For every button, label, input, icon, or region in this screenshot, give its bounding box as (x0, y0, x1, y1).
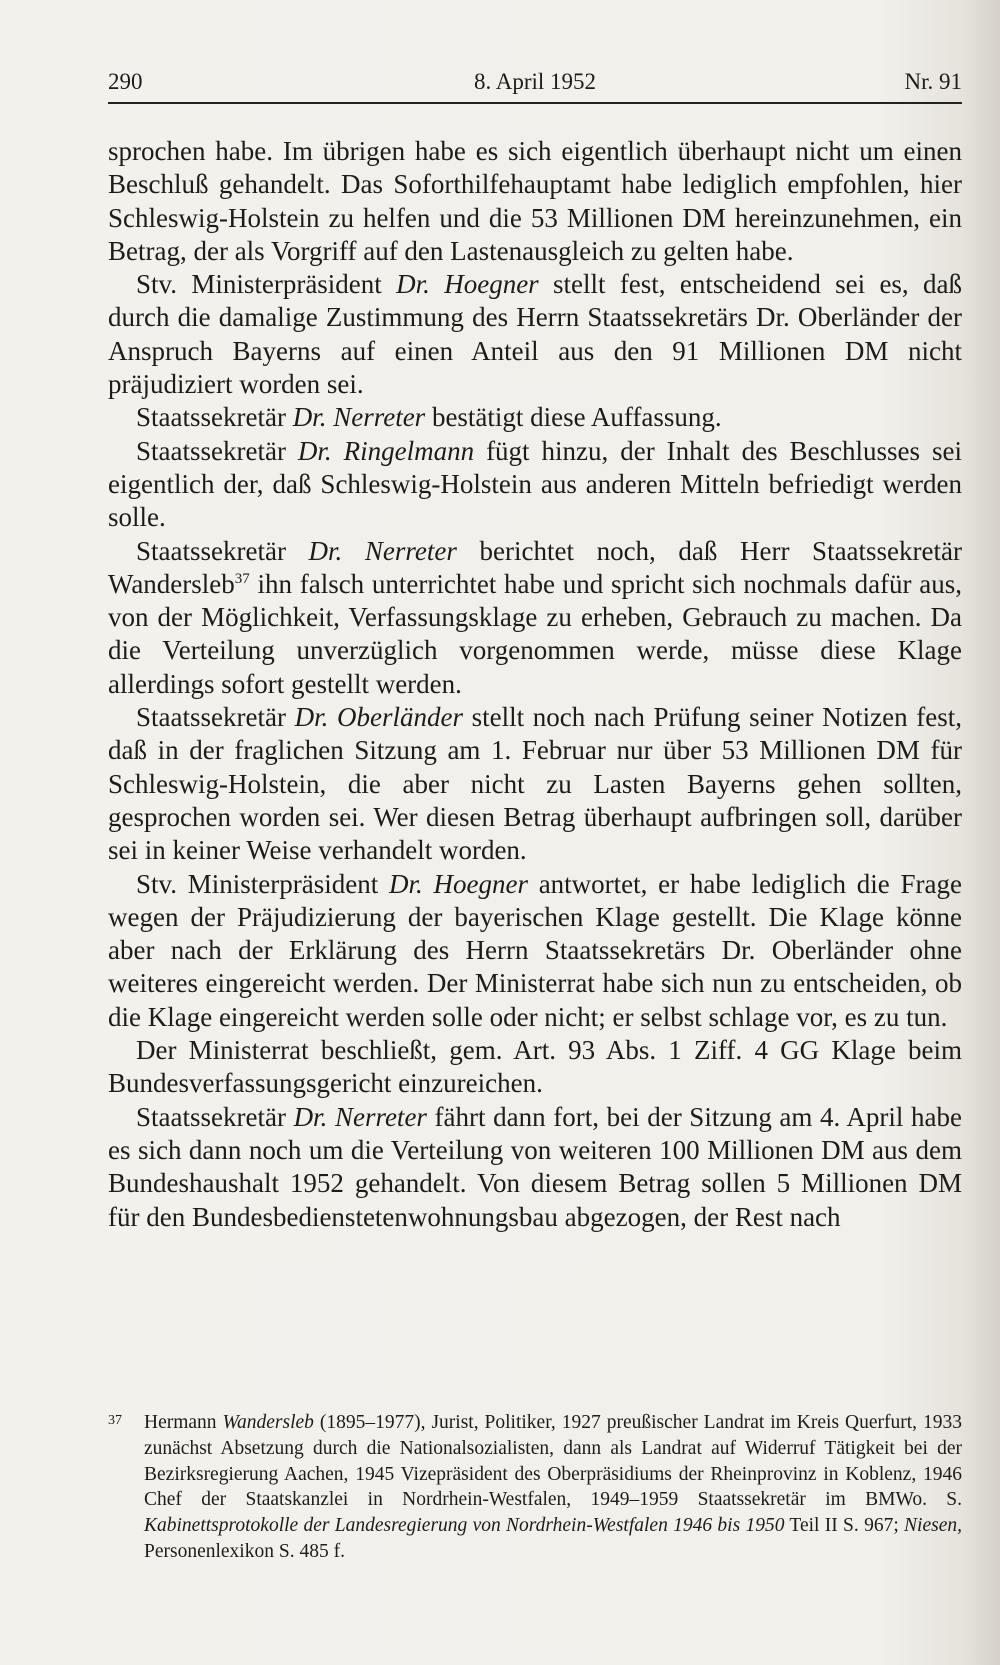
paragraph (108, 268, 962, 401)
paragraph-text: Staatssekretär (136, 535, 309, 566)
paragraph-text: Stv. Ministerpräsident (136, 269, 397, 300)
paragraph (108, 701, 962, 867)
paragraph-text: fügt hinzu, der Inhalt des Beschlusses sei eigentlich der, daß Schleswig-Holstein aus anderen Mitteln befriedigt werden solle. (108, 435, 962, 533)
paragraph-text: Staatssekretär (136, 435, 298, 466)
paragraph (108, 135, 962, 268)
paragraph-text: Der Ministerrat beschließt, gem. Art. 93 Abs. 1 Ziff. 4 GG Klage beim Bundesverfassungsgericht einzureichen. (108, 1035, 962, 1099)
main-text (108, 135, 962, 1234)
footnote (108, 1410, 962, 1565)
speaker-name: Dr. Ringelmann (297, 435, 475, 466)
footnote-mark: 37 (108, 1413, 122, 1428)
speaker-name: Dr. Oberländer (294, 702, 463, 733)
footnote-text-part: (1895–1977), Jurist, Politiker, 1927 preußischer Landrat im Kreis Querfurt, 1933 zunächst Absetzung durch die Nationalsozialisten, dann als Landrat auf Widerruf Tätigkeit bei der Bezirksregierung Aachen, 1945 Vizepräsident des Oberpräsidiums der Rheinprovinz in Koblenz, 1946 Chef der Staatskanzlei in Nordrhein-Westfalen, 1949–1959 Staatssekretär im BMWo. S. (144, 1412, 962, 1511)
paragraph-text: fährt dann fort, bei der Sitzung am 4. April habe es sich dann noch um die Verteilung von weiteren 100 Millionen DM aus dem Bundeshaushalt 1952 gehandelt. Von diesem Betrag sollen 5 Millionen DM für den Bundesbedienstetenwohnungsbau abgezogen, der Rest nach (108, 1101, 963, 1232)
paragraph-text: Staatssekretär (136, 402, 293, 433)
footnote-source-title: Kabinettsprotokolle der Landesregierung von Nordrhein-Westfalen 1946 bis 1950 (144, 1515, 785, 1537)
footnote-text-part: Personenlexikon S. 485 f. (144, 1540, 345, 1562)
paragraph (108, 1101, 962, 1234)
paragraph-text: sprochen habe. Im übrigen habe es sich eigentlich überhaupt nicht um einen Beschluß gehandelt. Das Soforthilfehauptamt habe lediglich empfohlen, hier Schleswig-Holstein zu helfen und die 53 Millionen DM hereinzunehmen, ein Betrag, der als Vorgriff auf den Lastenausgleich zu gelten habe. (108, 136, 962, 266)
speaker-name: Dr. Nerreter (308, 535, 457, 566)
paragraph-text: Staatssekretär (136, 1101, 294, 1132)
page-number: 290 (108, 69, 143, 94)
paragraph-text: berichtet noch, daß Herr Staatssekretär Wandersleb (108, 535, 962, 599)
paragraph-text: stellt fest, entscheidend sei es, daß durch die damalige Zustimmung des Herrn Staatssekretärs Dr. Oberländer der Anspruch Bayerns auf einen Anteil aus den 91 Millionen DM nicht präjudiziert worden sei. (108, 269, 962, 400)
paragraph-text: ihn falsch unterrichtet habe und spricht sich nochmals dafür aus, von der Möglichkeit, Verfassungsklage zu erheben, Gebrauch zu machen. Da die Verteilung unverzüglich vorgenommen werde, müsse diese Klage allerdings sofort gestellt werden. (108, 568, 962, 699)
paragraph-text: Stv. Ministerpräsident (136, 868, 389, 899)
paragraph (108, 401, 962, 434)
paragraph (108, 1034, 962, 1101)
footnote-text-part: Teil II S. 967; (784, 1515, 905, 1537)
header-issue-number: Nr. 91 (904, 69, 962, 94)
speaker-name: Dr. Hoegner (388, 868, 528, 899)
paragraph-text: Staatssekretär (136, 702, 295, 733)
speaker-name: Dr. Nerreter (293, 1101, 427, 1132)
footnote-text-part: Hermann (144, 1412, 223, 1433)
paragraph (108, 868, 962, 1034)
paragraph (108, 435, 962, 535)
footnote-text (144, 1410, 962, 1565)
paragraph-text: stellt noch nach Prüfung seiner Notizen fest, daß in der fraglichen Sitzung am 1. Februar nur über 53 Millionen DM für Schleswig-Holstein, die aber nicht zu Lasten Bayerns gehen sollten, gesprochen worden sei. Wer diesen Betrag überhaupt aufbringen soll, darüber sei in keiner Weise verhandelt worden. (108, 702, 963, 866)
paragraph-text: bestätigt diese Auffassung. (425, 402, 722, 433)
speaker-name: Dr. Nerreter (292, 402, 426, 433)
running-header (108, 64, 962, 104)
paragraph (108, 535, 962, 701)
footnote-reference[interactable]: 37 (234, 570, 250, 587)
footnote-author: Niesen, (904, 1515, 962, 1537)
footnote-person-name: Wandersleb (222, 1412, 314, 1433)
speaker-name: Dr. Hoegner (396, 269, 539, 300)
paragraph-text: antwortet, er habe lediglich die Frage wegen der Präjudizierung der bayerischen Klage gestellt. Die Klage könne aber nach der Erklärung des Herrn Staatssekretärs Dr. Oberländer ohne weiteres eingereicht werden. Der Ministerrat habe sich nun zu entscheiden, ob die Klage eingereicht werden solle oder nicht; er selbst schlage vor, es zu tun. (108, 868, 962, 1032)
header-date: 8. April 1952 (473, 69, 597, 94)
footnotes (108, 1410, 962, 1565)
